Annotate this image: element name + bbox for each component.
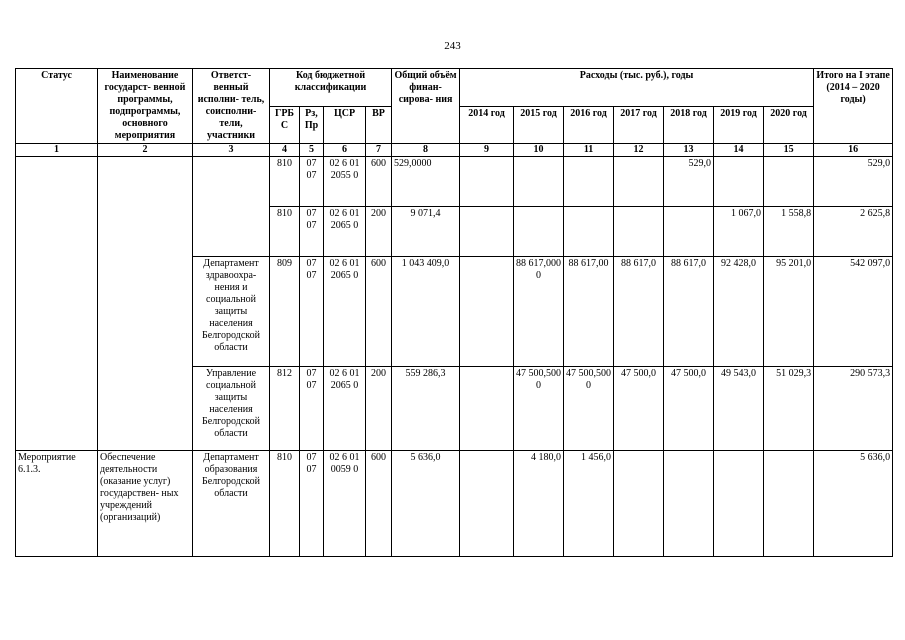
total-volume-cell: 1 043 409,0 bbox=[392, 257, 460, 367]
column-number: 13 bbox=[664, 144, 714, 157]
year-2015-cell bbox=[514, 157, 564, 207]
year-2020-cell bbox=[764, 451, 814, 557]
rz-pr-cell: 07 07 bbox=[300, 157, 324, 207]
year-2018-cell: 47 500,0 bbox=[664, 367, 714, 451]
header-year-2018: 2018 год bbox=[664, 106, 714, 144]
column-number: 9 bbox=[460, 144, 514, 157]
rz-pr-cell: 07 07 bbox=[300, 451, 324, 557]
csr-cell: 02 6 01 2065 0 bbox=[324, 367, 366, 451]
year-2015-cell: 88 617,0000 bbox=[514, 257, 564, 367]
stage-total-cell: 290 573,3 bbox=[814, 367, 893, 451]
header-rz-pr: Рз, Пр bbox=[300, 106, 324, 144]
header-total-volume: Общий объём финан- сирова- ния bbox=[392, 69, 460, 144]
table-row bbox=[16, 451, 893, 557]
header-program-name: Наименование государст- венной программы, подпрограммы, основного мероприятия bbox=[98, 69, 193, 144]
executor-cell: Департамент образования Белгородской области bbox=[193, 451, 270, 557]
rz-pr-cell: 07 07 bbox=[300, 257, 324, 367]
vr-cell: 200 bbox=[366, 367, 392, 451]
year-2020-cell bbox=[764, 157, 814, 207]
year-2015-cell: 4 180,0 bbox=[514, 451, 564, 557]
column-number: 8 bbox=[392, 144, 460, 157]
year-2018-cell: 88 617,0 bbox=[664, 257, 714, 367]
rz-pr-cell: 07 07 bbox=[300, 207, 324, 257]
year-2019-cell bbox=[714, 157, 764, 207]
header-year-2019: 2019 год bbox=[714, 106, 764, 144]
grbs-cell: 812 bbox=[270, 367, 300, 451]
year-2017-cell bbox=[614, 157, 664, 207]
column-number: 6 bbox=[324, 144, 366, 157]
header-budget-code: Код бюджетной классификации bbox=[270, 69, 392, 107]
column-number-row bbox=[16, 144, 893, 157]
header-year-2016: 2016 год bbox=[564, 106, 614, 144]
year-2019-cell bbox=[714, 451, 764, 557]
year-2019-cell: 1 067,0 bbox=[714, 207, 764, 257]
column-number: 15 bbox=[764, 144, 814, 157]
year-2018-cell: 529,0 bbox=[664, 157, 714, 207]
column-number: 10 bbox=[514, 144, 564, 157]
rz-pr-cell: 07 07 bbox=[300, 367, 324, 451]
total-volume-cell: 559 286,3 bbox=[392, 367, 460, 451]
grbs-cell: 810 bbox=[270, 157, 300, 207]
year-2014-cell bbox=[460, 451, 514, 557]
year-2016-cell: 47 500,500 0 bbox=[564, 367, 614, 451]
page-number: 243 bbox=[444, 40, 461, 52]
year-2016-cell bbox=[564, 207, 614, 257]
total-volume-cell: 5 636,0 bbox=[392, 451, 460, 557]
executor-cell-empty bbox=[193, 157, 270, 257]
total-volume-cell: 529,0000 bbox=[392, 157, 460, 207]
column-number: 3 bbox=[193, 144, 270, 157]
csr-cell: 02 6 01 2065 0 bbox=[324, 257, 366, 367]
header-total-stage: Итого на I этапе (2014 – 2020 годы) bbox=[814, 69, 893, 144]
status-cell: Мероприятие 6.1.3. bbox=[16, 451, 98, 557]
header-grbs: ГРБ С bbox=[270, 106, 300, 144]
header-year-2015: 2015 год bbox=[514, 106, 564, 144]
column-number: 4 bbox=[270, 144, 300, 157]
year-2020-cell: 95 201,0 bbox=[764, 257, 814, 367]
header-year-2014: 2014 год bbox=[460, 106, 514, 144]
column-number: 11 bbox=[564, 144, 614, 157]
year-2017-cell: 88 617,0 bbox=[614, 257, 664, 367]
program-name-cell-empty bbox=[98, 157, 193, 451]
vr-cell: 600 bbox=[366, 451, 392, 557]
stage-total-cell: 5 636,0 bbox=[814, 451, 893, 557]
stage-total-cell: 529,0 bbox=[814, 157, 893, 207]
column-number: 12 bbox=[614, 144, 664, 157]
total-volume-cell: 9 071,4 bbox=[392, 207, 460, 257]
year-2017-cell: 47 500,0 bbox=[614, 367, 664, 451]
year-2017-cell bbox=[614, 207, 664, 257]
year-2014-cell bbox=[460, 367, 514, 451]
column-number: 1 bbox=[16, 144, 98, 157]
year-2015-cell bbox=[514, 207, 564, 257]
grbs-cell: 810 bbox=[270, 207, 300, 257]
grbs-cell: 809 bbox=[270, 257, 300, 367]
header-year-2020: 2020 год bbox=[764, 106, 814, 144]
column-number: 16 bbox=[814, 144, 893, 157]
year-2020-cell: 51 029,3 bbox=[764, 367, 814, 451]
header-vr: ВР bbox=[366, 106, 392, 144]
header-csr: ЦСР bbox=[324, 106, 366, 144]
year-2015-cell: 47 500,5000 bbox=[514, 367, 564, 451]
executor-cell: Департамент здравоохра- нения и социальной защиты населения Белгородской области bbox=[193, 257, 270, 367]
vr-cell: 600 bbox=[366, 157, 392, 207]
year-2017-cell bbox=[614, 451, 664, 557]
table-row bbox=[16, 157, 893, 207]
year-2014-cell bbox=[460, 257, 514, 367]
column-number: 2 bbox=[98, 144, 193, 157]
csr-cell: 02 6 01 2065 0 bbox=[324, 207, 366, 257]
year-2018-cell bbox=[664, 207, 714, 257]
csr-cell: 02 6 01 0059 0 bbox=[324, 451, 366, 557]
csr-cell: 02 6 01 2055 0 bbox=[324, 157, 366, 207]
year-2014-cell bbox=[460, 207, 514, 257]
program-name-cell: Обеспечение деятельности (оказание услуг) государствен- ных учреждений (организаций) bbox=[98, 451, 193, 557]
executor-cell: Управление социальной защиты населения Белгородской области bbox=[193, 367, 270, 451]
year-2014-cell bbox=[460, 157, 514, 207]
vr-cell: 200 bbox=[366, 207, 392, 257]
year-2018-cell bbox=[664, 451, 714, 557]
header-expenses: Расходы (тыс. руб.), годы bbox=[460, 69, 814, 107]
budget-table bbox=[15, 68, 893, 557]
year-2016-cell bbox=[564, 157, 614, 207]
year-2016-cell: 1 456,0 bbox=[564, 451, 614, 557]
header-status: Статус bbox=[16, 69, 98, 144]
column-number: 5 bbox=[300, 144, 324, 157]
header-year-2017: 2017 год bbox=[614, 106, 664, 144]
year-2019-cell: 49 543,0 bbox=[714, 367, 764, 451]
stage-total-cell: 542 097,0 bbox=[814, 257, 893, 367]
status-cell-empty bbox=[16, 157, 98, 451]
year-2020-cell: 1 558,8 bbox=[764, 207, 814, 257]
year-2019-cell: 92 428,0 bbox=[714, 257, 764, 367]
year-2016-cell: 88 617,00 bbox=[564, 257, 614, 367]
header-executor: Ответст- венный исполни- тель, соисполни- тели, участники bbox=[193, 69, 270, 144]
column-number: 14 bbox=[714, 144, 764, 157]
stage-total-cell: 2 625,8 bbox=[814, 207, 893, 257]
vr-cell: 600 bbox=[366, 257, 392, 367]
grbs-cell: 810 bbox=[270, 451, 300, 557]
column-number: 7 bbox=[366, 144, 392, 157]
